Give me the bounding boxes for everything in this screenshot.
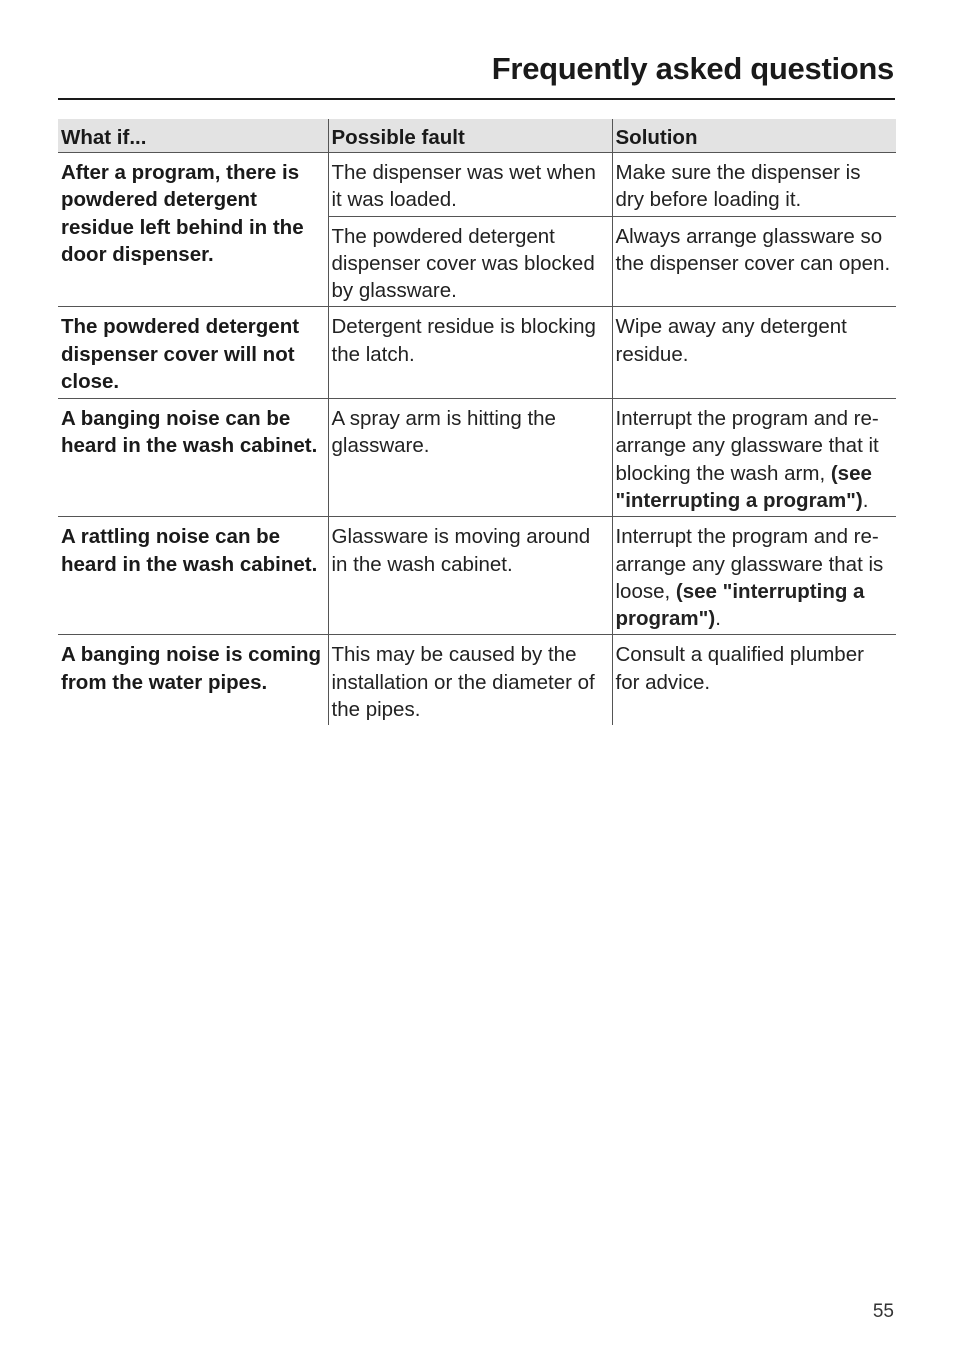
solution-end: . [862, 488, 869, 512]
solution-cell: Wipe away any detergent residue. [612, 307, 896, 399]
cross-reference: (see "interrupting a program") [615, 579, 865, 631]
fault-cell: The powdered detergent dispenser cover was blocked by glassware. [328, 216, 612, 307]
solution-cell: Consult a qualified plumber for advice. [612, 635, 896, 725]
solution-cell [612, 399, 896, 517]
table-row [58, 307, 896, 399]
faq-table [58, 119, 896, 725]
table-row [58, 635, 896, 725]
table-header-row [58, 119, 896, 153]
column-header-possible-fault: Possible fault [328, 119, 612, 153]
solution-text: Interrupt the program and re-arrange any glassware that it blocking the wash arm, [615, 407, 879, 485]
table-row [58, 153, 896, 217]
fault-cell: Detergent residue is blocking the latch. [328, 307, 612, 399]
question-cell: A rattling noise can be heard in the wash cabinet. [58, 517, 328, 635]
table-row [58, 517, 896, 635]
table-row [58, 399, 896, 517]
fault-cell: The dispenser was wet when it was loaded. [328, 153, 612, 217]
solution-cell: Always arrange glassware so the dispenser cover can open. [612, 216, 896, 307]
solution-cell [612, 517, 896, 635]
solution-end: . [715, 607, 721, 631]
page-title: Frequently asked questions [491, 51, 894, 86]
question-cell: A banging noise can be heard in the wash cabinet. [58, 399, 328, 517]
cross-reference: (see "interrupting a program") [615, 461, 872, 512]
question-cell: After a program, there is powdered detergent residue left behind in the door dispenser. [58, 153, 328, 307]
column-header-solution: Solution [612, 119, 896, 153]
column-header-what-if: What if... [58, 119, 328, 153]
page-number: 55 [872, 1301, 894, 1322]
fault-cell: Glassware is moving around in the wash cabinet. [328, 517, 612, 635]
question-cell: A banging noise is coming from the water pipes. [61, 643, 322, 694]
solution-cell: Make sure the dispenser is dry before loading it. [612, 153, 896, 217]
fault-cell: A spray arm is hitting the glassware. [328, 399, 612, 517]
title-divider [58, 98, 895, 100]
question-cell: The powdered detergent dispenser cover will not close. [58, 307, 328, 399]
solution-text: Interrupt the program and re-arrange any glassware that is loose, [615, 525, 884, 603]
fault-cell: This may be caused by the installation or the diameter of the pipes. [328, 635, 612, 725]
